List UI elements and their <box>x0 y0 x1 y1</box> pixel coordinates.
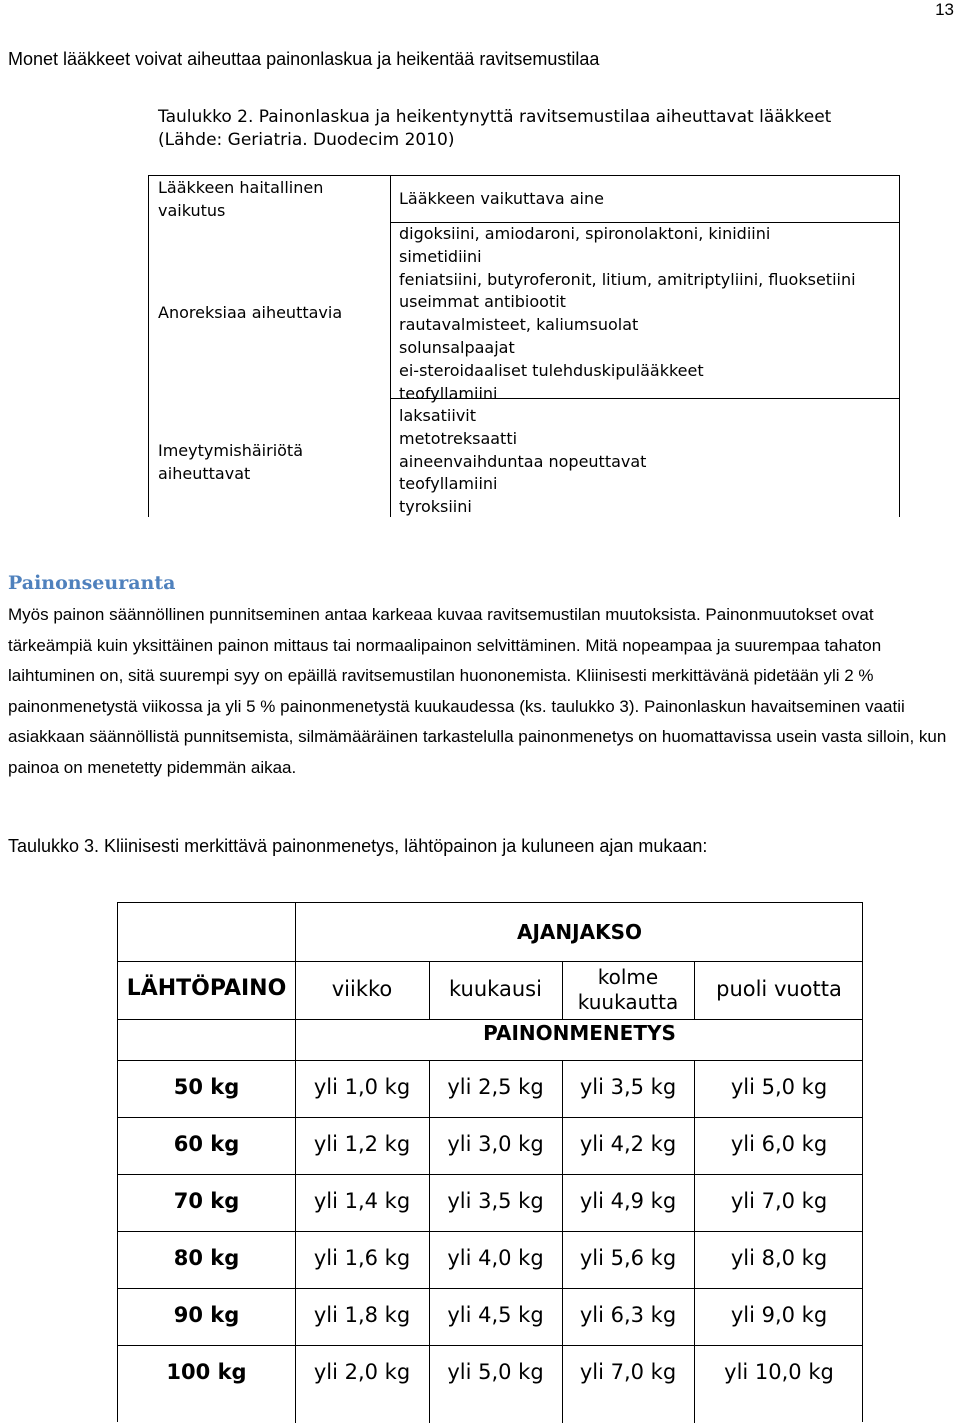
table3-period-header: AJANJAKSO <box>517 920 642 944</box>
table2-header-effect: Lääkkeen haitallinen vaikutus <box>158 178 324 220</box>
table2-caption-line2: (Lähde: Geriatria. Duodecim 2010) <box>158 130 455 150</box>
table3-weight: 90 kg <box>173 1303 240 1327</box>
table3-row-line <box>118 1174 862 1175</box>
section-title: Painonseuranta <box>8 572 176 594</box>
table3-period-three-months: kolme kuukautta <box>577 965 679 1014</box>
table3-cell: yli 7,0 kg <box>579 1360 677 1384</box>
table2-substance: aineenvaihduntaa nopeuttavat <box>399 451 647 471</box>
table3-period-half-year: puoli vuotta <box>716 977 842 1001</box>
intro-heading: Monet lääkkeet voivat aiheuttaa painonlaskua ja heikentää ravitsemustilaa <box>8 49 600 69</box>
table2-effect-anorexia: Anoreksiaa aiheuttavia <box>158 303 343 322</box>
table3-cell: yli 4,5 kg <box>447 1303 544 1327</box>
table2-caption-line1: Taulukko 2. Painonlaskua ja heikentynyttä ravitsemustilaa aiheuttavat lääkkeet <box>158 107 832 127</box>
table3-cell: yli 3,0 kg <box>447 1132 544 1156</box>
table3-cell: yli 6,3 kg <box>579 1303 677 1327</box>
table2-substance: metotreksaatti <box>399 428 518 448</box>
table3-cell: yli 4,0 kg <box>447 1246 544 1270</box>
table2 <box>148 175 900 517</box>
table3-cell: yli 8,0 kg <box>730 1246 828 1270</box>
table2-left-border <box>148 175 149 517</box>
table2-header-substance: Lääkkeen vaikuttava aine <box>399 189 604 208</box>
table3-cell: yli 6,0 kg <box>730 1132 828 1156</box>
table2-substance: teofyllamiini <box>399 383 498 403</box>
table3-row-line <box>118 1288 862 1289</box>
table3-period-month: kuukausi <box>449 977 542 1001</box>
table3-weight: 100 kg <box>166 1360 247 1384</box>
table3-cell: yli 9,0 kg <box>730 1303 828 1327</box>
table2-substance: useimmat antibiootit <box>399 292 566 312</box>
table3-cell: yli 1,2 kg <box>313 1132 411 1156</box>
table3-row-line <box>118 961 862 962</box>
table3-weight: 80 kg <box>173 1246 240 1270</box>
table2-substance: ei-steroidaaliset tulehduskipulääkkeet <box>399 360 704 380</box>
page-number: 13 <box>935 0 954 19</box>
table2-substance: solunsalpaajat <box>399 338 515 357</box>
body-paragraph: Myös painon säännöllinen punnitseminen antaa karkeaa kuvaa ravitsemustilan muutoksista. Painonmuutokset ovat tärkeämpiä kuin yksittäinen painon mittaus tai normaalipainon selvittäminen. Mitä nopeampaa ja suurempaa tahaton laihtuminen on, sitä suurempi syy on epäillä ravitsemustilan huononemista. Kliinisesti merkittävänä pidetään yli 2 % painonmenetystä viikossa ja yli 5 % painonmenetystä kuukaudessa (ks. taulukko 3). Painonlaskun havaitseminen vaatii asiakkaan säännöllistä punnitsemista, silmämääräinen tarkastelulla painonmenetys on huomattavissa usein vasta silloin, kun painoa on menetetty pidemmän aikaa. <box>8 605 947 777</box>
table2-substance: teofyllamiini <box>399 474 498 494</box>
table2-right-border <box>899 175 900 517</box>
table3-cell: yli 1,6 kg <box>313 1246 411 1270</box>
table2-substance: rautavalmisteet, kaliumsuolat <box>399 315 639 335</box>
table3-caption: Taulukko 3. Kliinisesti merkittävä painonmenetys, lähtöpainon ja kuluneen ajan mukaan: <box>8 836 708 856</box>
table3-row-line <box>118 1345 862 1346</box>
table3-weight: 70 kg <box>173 1189 240 1213</box>
table3-cell: yli 3,5 kg <box>447 1189 544 1213</box>
table3-cell: yli 3,5 kg <box>579 1075 677 1099</box>
table3-cell: yli 5,0 kg <box>447 1360 544 1384</box>
table3-cell: yli 10,0 kg <box>724 1360 834 1384</box>
table3-row-line <box>118 1019 862 1020</box>
table3-cell: yli 4,9 kg <box>579 1189 677 1213</box>
table2-substance: digoksiini, amiodaroni, spironolaktoni, kinidiini <box>399 224 771 243</box>
table3-cell: yli 1,8 kg <box>313 1303 411 1327</box>
table3-cell: yli 5,0 kg <box>730 1075 828 1099</box>
table3-period-week: viikko <box>331 977 393 1001</box>
table3-weight: 50 kg <box>173 1075 240 1099</box>
table3-cell: yli 1,0 kg <box>313 1075 411 1099</box>
table3-row-line <box>118 1231 862 1232</box>
table3-loss-header: PAINONMENETYS <box>483 1021 676 1045</box>
table2-substance: laksatiivit <box>399 406 477 425</box>
table3-cell: yli 5,6 kg <box>579 1246 677 1270</box>
table3-weight: 60 kg <box>173 1132 240 1156</box>
table2-substance: feniatsiini, butyroferonit, litium, amitriptyliini, fluoksetiini <box>399 269 856 289</box>
table3 <box>117 902 863 1422</box>
table3-cell: yli 1,4 kg <box>313 1189 411 1213</box>
table3-weight-header: LÄHTÖPAINO <box>126 976 287 1001</box>
table3-cell: yli 2,5 kg <box>447 1075 544 1099</box>
table3-cell: yli 4,2 kg <box>579 1132 677 1156</box>
table2-substance: tyroksiini <box>399 497 472 517</box>
table3-cell: yli 7,0 kg <box>730 1189 828 1213</box>
table2-effect-absorption: Imeytymishäiriötä aiheuttavat <box>158 441 304 483</box>
table2-substance: simetidiini <box>399 246 482 266</box>
table3-cell: yli 2,0 kg <box>313 1360 411 1384</box>
table3-row-line <box>118 1117 862 1118</box>
table2-caption <box>158 106 831 152</box>
table2-col-separator <box>390 175 391 517</box>
table3-row-line <box>118 1060 862 1061</box>
